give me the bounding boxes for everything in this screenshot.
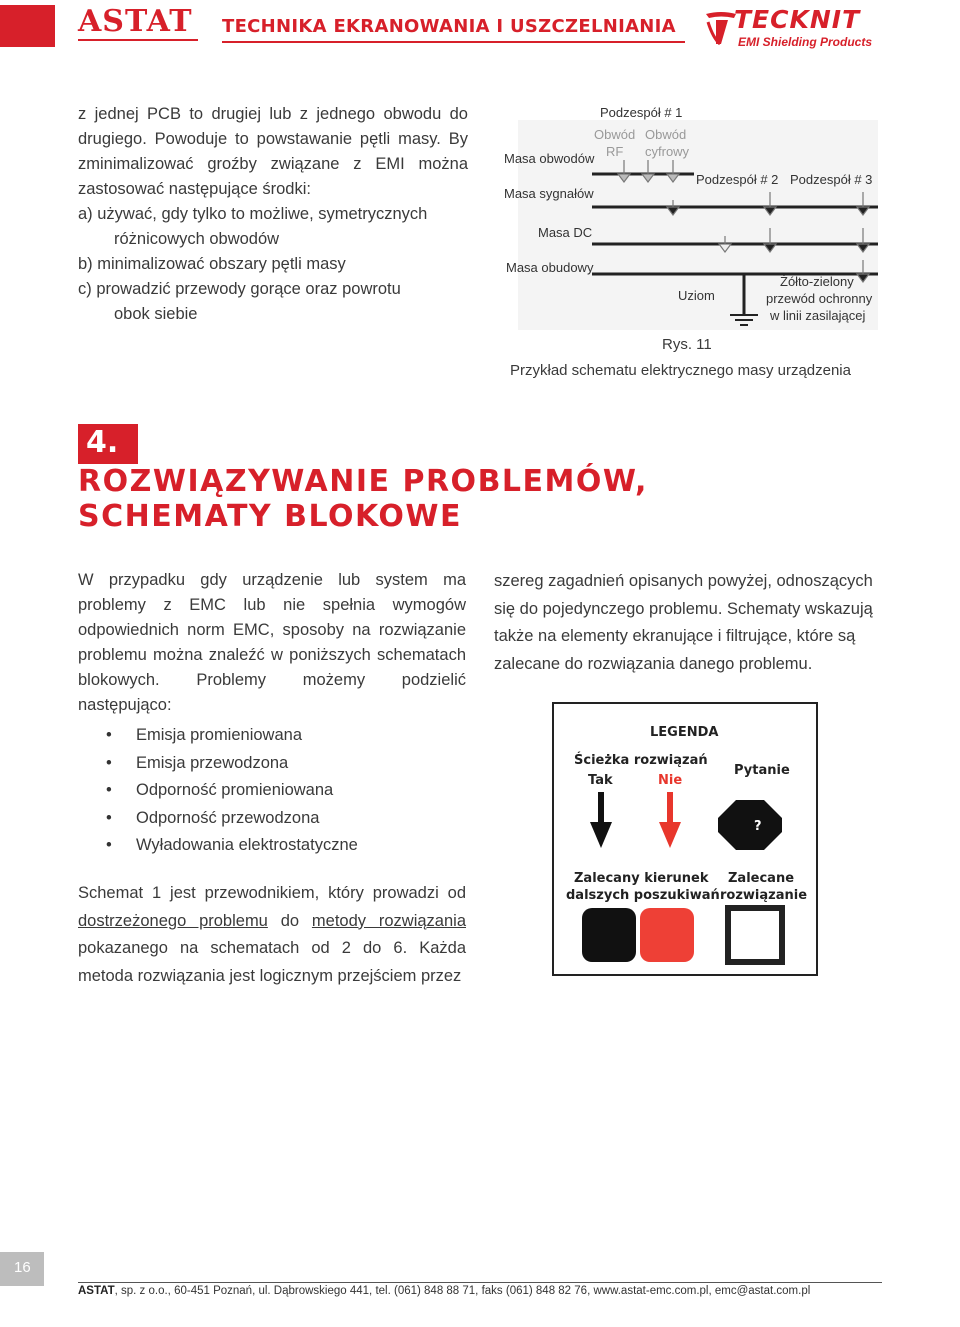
section-title-line2: SCHEMATY BLOKOWE [78,499,462,534]
col2-paragraph: szereg zagadnień opisanych powyżej, odnoszących się do pojedynczego problemu. Schematy wskazują także na elementy ekranujące i filtrujące, które są zalecane do rozwiązania danego problemu. [494,572,873,673]
legend-box [552,702,818,976]
list-item-c: c) prowadzić przewody gorące oraz powrotu [78,280,401,298]
label-zolto-3: w linii zasilającej [770,308,866,323]
direction-red-square [640,908,694,962]
list-item: • Emisja promieniowana [78,722,466,750]
legend-yes: Tak [588,773,613,788]
direction-black-square [582,908,636,962]
tecknit-wordmark: TECKNIT [734,5,861,34]
figure-number: Rys. 11 [662,336,712,353]
problem-list [78,722,466,860]
column-right [494,568,884,678]
section-title [78,464,648,534]
section-number: 4. [86,425,119,460]
list-item-a: a) używać, gdy tylko to możliwe, symetrycznych [78,205,428,223]
list-item-c-cont: obok siebie [114,305,198,323]
label-obwod-cyf-1: Obwód [645,127,687,142]
list-item: • Emisja przewodzona [78,750,466,778]
label-sub1: Podzespół # 1 [600,105,683,120]
footer-company: ASTAT [78,1285,115,1297]
label-sub2: Podzespół # 2 [696,172,779,187]
legend-solution-1: Zalecane [728,871,795,886]
footer-details: , sp. z o.o., 60-451 Poznań, ul. Dąbrowskiego 441, tel. (061) 848 88 71, faks (061) 848 82 76, www.astat-emc.com.pl, emc@astat.com.pl [114,1285,811,1297]
legend-no: Nie [658,773,683,788]
astat-logo: ASTAT [78,4,193,39]
column-left [78,568,466,860]
header-title: TECHNIKA EKRANOWANIA I USZCZELNIANIA [222,16,676,37]
label-obwod-cyf-2: cyfrowy [645,144,690,159]
footer-divider [78,1282,882,1283]
figure-caption: Przykład schematu elektrycznego masy urządzenia [510,362,851,379]
label-masa-obwodow: Masa obwodów [504,151,595,166]
label-sub3: Podzespół # 3 [790,172,873,187]
link-solution-method[interactable]: metody rozwiązania [311,911,466,930]
question-mark: ? [754,819,762,834]
page-number-box [0,1252,44,1286]
col1-p2-end: pokazanego na schematach od 2 do 6. Każda metoda rozwiązania jest logicznym przejściem przez [78,939,466,985]
col1-p2-mid: do [280,911,300,930]
tecknit-swoosh-icon [704,8,738,48]
legend-solution-2: rozwiązanie [720,888,808,903]
tecknit-tagline: EMI Shielding Products [738,35,873,49]
label-zolto-1: Żółto-zielony [780,274,854,289]
col1-paragraph-2 [78,880,466,990]
legend-direction-1: Zalecany kierunek [574,871,709,886]
label-masa-dc: Masa DC [538,225,593,240]
label-masa-obudowy: Masa obudowy [506,260,594,275]
list-item: • Odporność promieniowana [78,777,466,805]
header-divider-left [78,39,198,41]
header-divider [222,41,685,43]
intro-block [78,102,468,327]
col1-p2-start: Schemat 1 jest przewodnikiem, który prowadzi od [78,884,466,902]
list-item-a-cont: różnicowych obwodów [114,230,280,248]
list-item-b: b) minimalizować obszary pętli masy [78,255,346,273]
label-uziom: Uziom [678,288,715,303]
section-title-line1: ROZWIĄZYWANIE PROBLEMÓW, [78,464,648,499]
legend-title: LEGENDA [650,725,719,740]
footer-address [78,1285,810,1297]
label-masa-sygnalow: Masa sygnałów [504,186,594,201]
header-red-block [0,5,55,47]
tecknit-logo [704,5,894,50]
solution-white-square [728,908,782,962]
list-item: • Wyładowania elektrostatyczne [78,832,466,860]
link-observed-problem[interactable]: dostrzeżonego problemu [78,911,268,930]
label-obwod-rf-2: RF [606,144,624,159]
intro-paragraph: z jednej PCB to drugiej lub z jednego obwodu do drugiego. Powoduje to powstawanie pętli masy. By zminimalizować groźby związane z EMI można zastosować następujące środki: [78,105,468,198]
legend-path: Ścieżka rozwiązań [574,753,708,768]
grounding-diagram [498,100,888,340]
label-obwod-rf-1: Obwód [594,127,636,142]
label-zolto-2: przewód ochronny [766,291,873,306]
legend-direction-2: dalszych poszukiwań [566,888,720,903]
page-number: 16 [14,1259,31,1276]
col1-paragraph: W przypadku gdy urządzenie lub system ma problemy z EMC lub nie spełnia wymogów odpowiednich norm EMC, sposoby na rozwiązanie problemu można znaleźć w poniższych schematach blokowych. Problemy możemy podzielić następująco: [78,571,466,714]
list-item: • Odporność przewodzona [78,805,466,833]
section-number-badge [78,424,138,464]
legend-question: Pytanie [734,763,790,778]
